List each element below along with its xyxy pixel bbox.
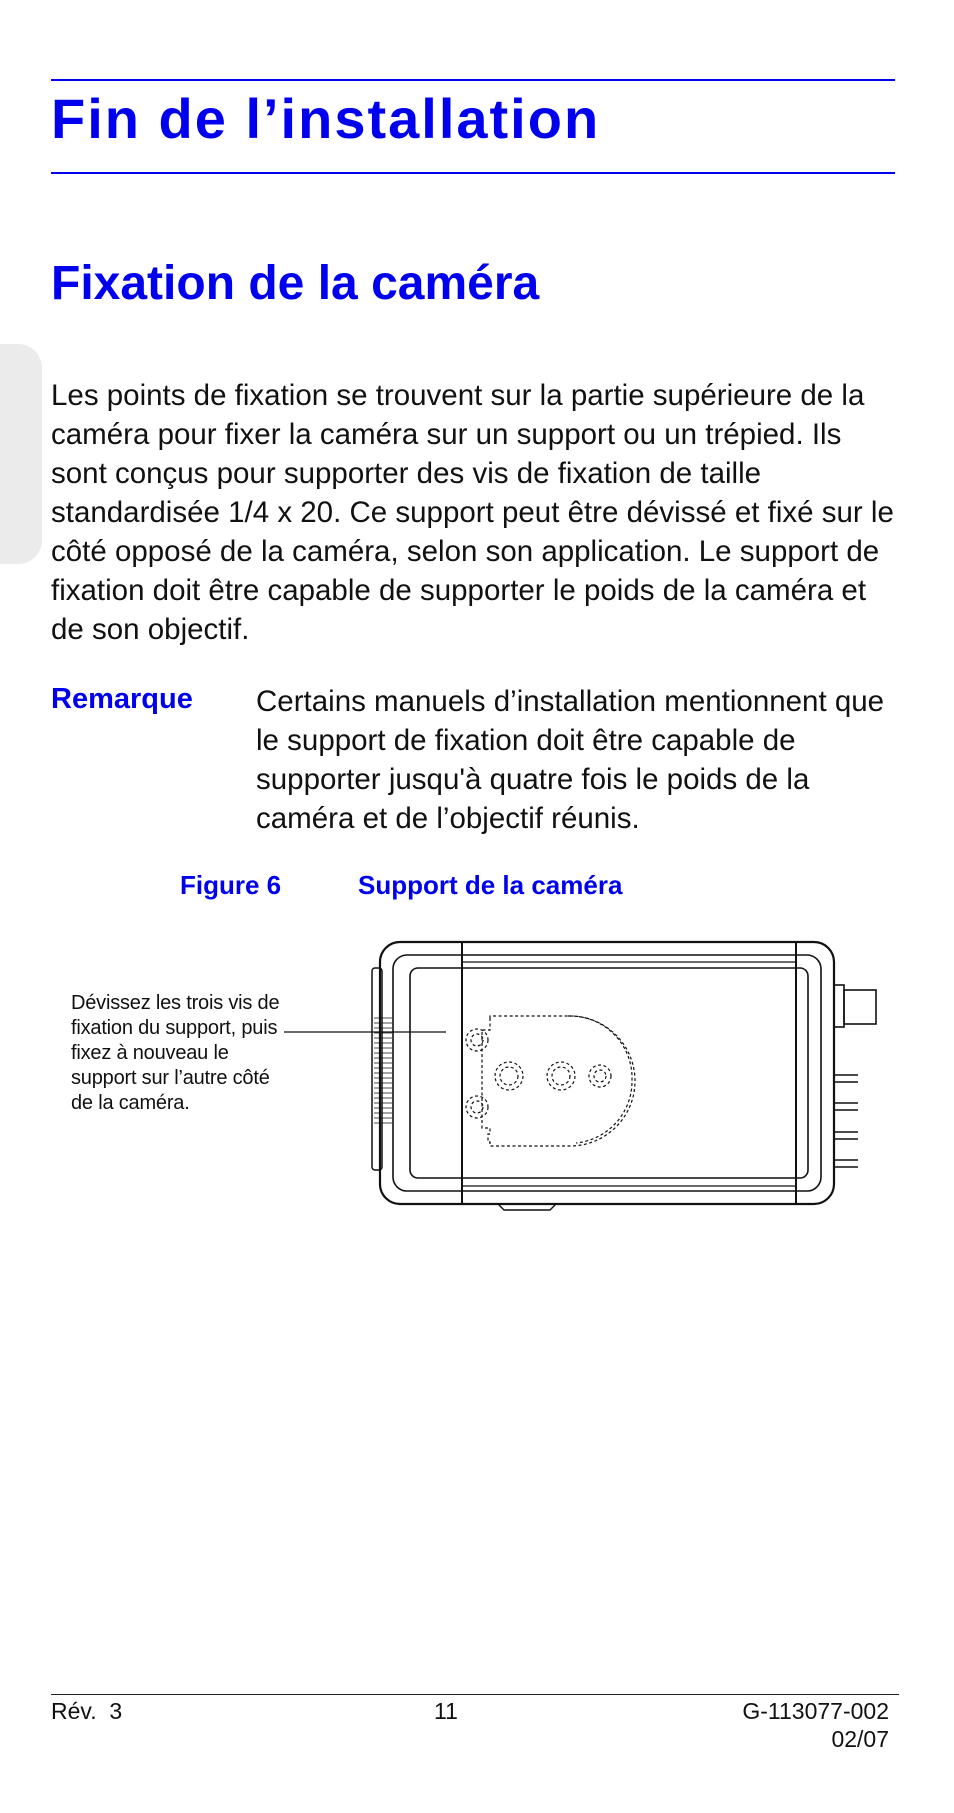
section-title: Fixation de la caméra [51,257,540,310]
footer-revision: Rév. 3 [51,1698,123,1724]
side-thumb-tab [0,344,42,564]
footer-date: 02/07 [831,1726,889,1752]
figure-number: Figure 6 [180,870,282,900]
camera-body [380,942,834,1210]
rear-connectors [834,985,876,1167]
camera-bracket-illustration [270,930,890,1215]
figure-title: Support de la caméra [358,870,623,900]
note-label: Remarque [51,683,193,715]
chapter-title: Fin de l’installation [51,87,601,150]
chapter-rule-bottom [51,172,895,174]
figure-callout-text: Dévissez les trois vis de fixation du support, puis fixez à nouveau le support sur l’autre côté de la caméra. [71,992,280,1114]
chapter-rule-top [51,79,895,81]
footer-document-number: G-113077-002 [742,1698,889,1724]
footer-rule [51,1694,899,1695]
lens-ring [372,968,392,1170]
footer-page-number: 11 [434,1698,458,1724]
mounting-bracket [466,1016,635,1146]
note-text: Certains manuels d’installation mentionnent que le support de fixation doit être capable de supporter jusqu'à quatre fois le poids de la caméra et de l’objectif réunis. [256,685,885,835]
body-paragraph: Les points de fixation se trouvent sur la partie supérieure de la caméra pour fixer la caméra sur un support ou un trépied. Ils sont conçus pour supporter des vis de fixation de taille standardisée 1/4 x 20. Ce support peut être dévissé et fixé sur le côté opposé de la caméra, selon son application. Le support de fixation doit être capable de supporter le poids de la caméra et de son objectif. [51,379,894,646]
